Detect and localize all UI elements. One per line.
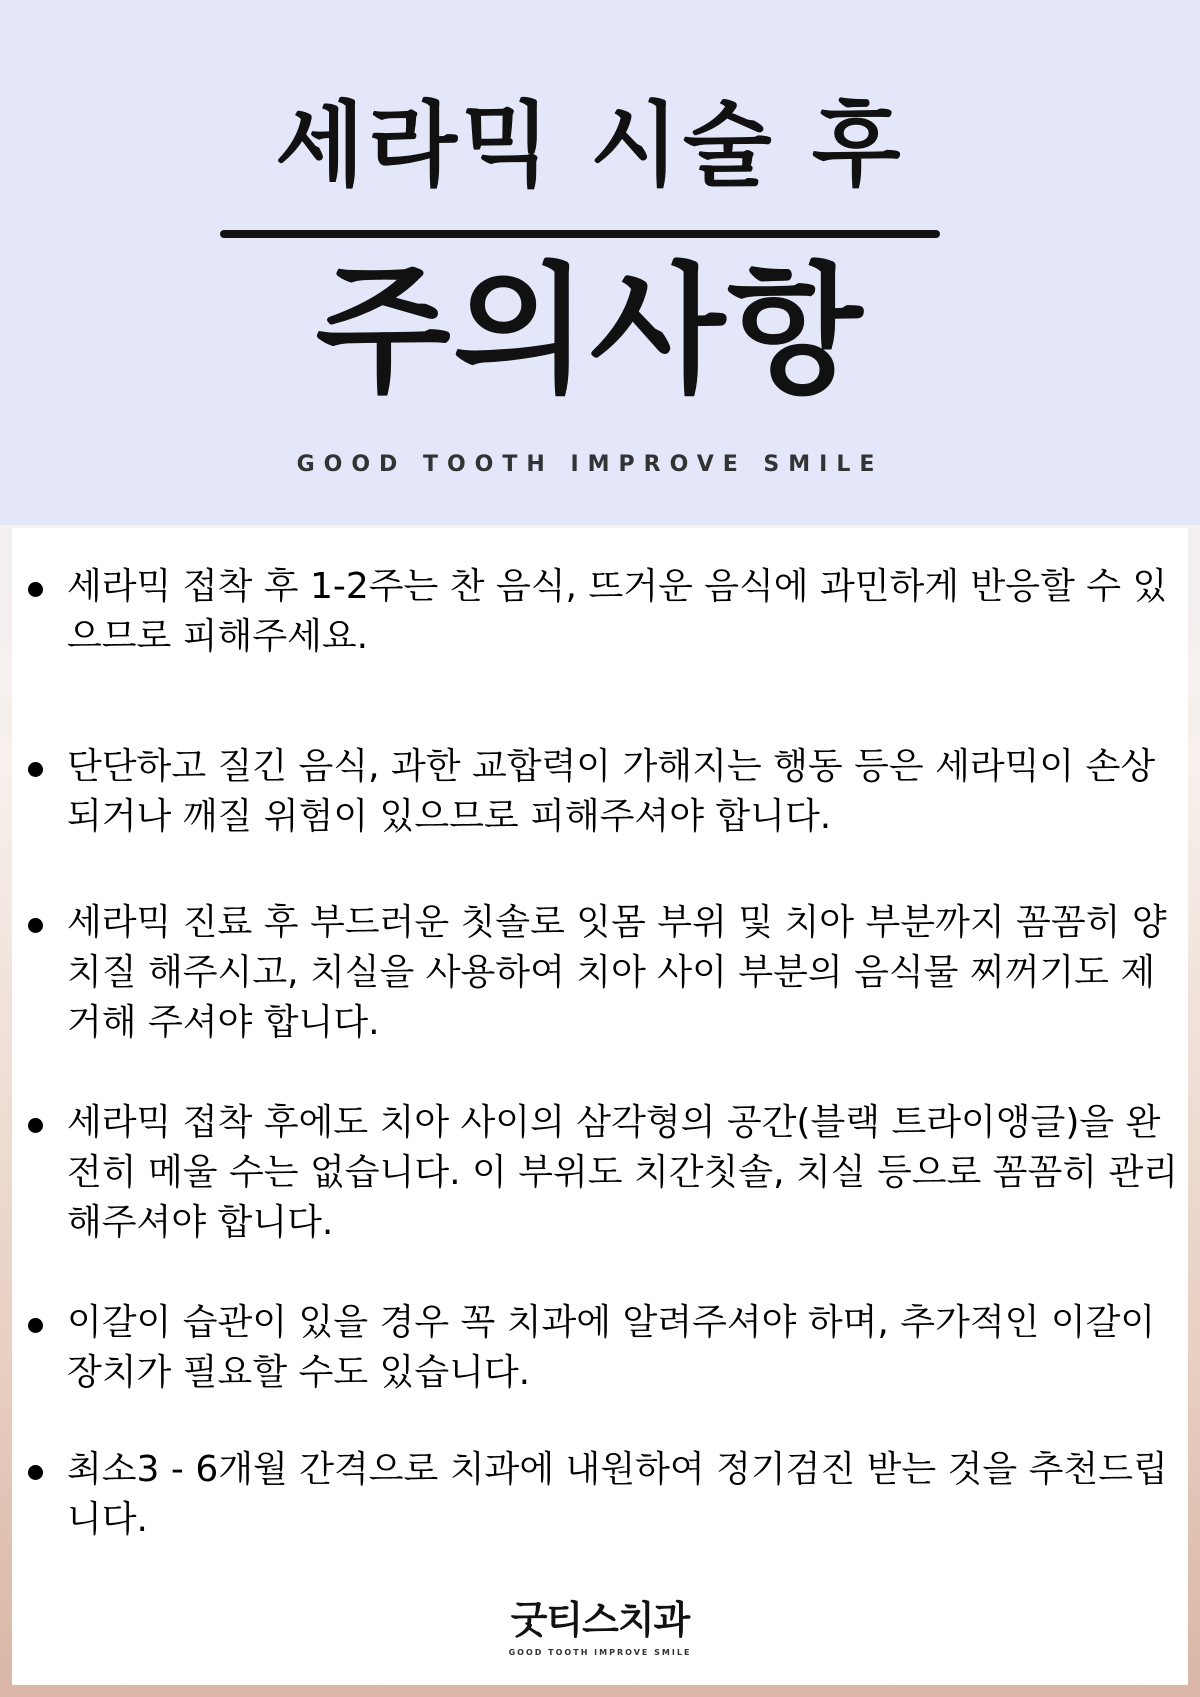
bullet-icon bbox=[28, 1465, 43, 1480]
list-item-text: 세라믹 접착 후 1-2주는 찬 음식, 뜨거운 음식에 과민하게 반응할 수 있으므로 피해주세요. bbox=[67, 566, 1168, 657]
header-banner bbox=[0, 0, 1200, 525]
content-panel bbox=[12, 528, 1188, 1685]
bullet-icon bbox=[28, 918, 43, 933]
title-divider bbox=[220, 230, 940, 238]
bullet-icon bbox=[28, 1318, 43, 1333]
list-item-text: 세라믹 접착 후에도 치아 사이의 삼각형의 공간(블랙 트라이앵글)을 완전히 메울 수는 없습니다. 이 부위도 치간칫솔, 치실 등으로 꼼꼼히 관리해주셔야 합니다. bbox=[67, 1102, 1179, 1243]
bullet-icon bbox=[28, 762, 43, 777]
bullet-icon bbox=[28, 1118, 43, 1133]
clinic-logo: 굿티스치과 bbox=[510, 1598, 690, 1642]
bullet-icon bbox=[28, 582, 43, 597]
list-item-text: 최소3 - 6개월 간격으로 치과에 내원하여 정기검진 받는 것을 추천드립니다. bbox=[67, 1449, 1168, 1540]
page-title: 주의사항 bbox=[315, 250, 865, 413]
title-top: 세라믹 시술 후 bbox=[275, 92, 905, 199]
footer-slogan: GOOD TOOTH IMPROVE SMILE bbox=[508, 1648, 692, 1657]
list-item-text: 이갈이 습관이 있을 경우 꼭 치과에 알려주셔야 하며, 추가적인 이갈이 장치가 필요할 수도 있습니다. bbox=[67, 1302, 1156, 1393]
list-item-text: 세라믹 진료 후 부드러운 칫솔로 잇몸 부위 및 치아 부분까지 꼼꼼히 양치질 해주시고, 치실을 사용하여 치아 사이 부분의 음식물 찌꺼기도 제거해 주셔야 합니다. bbox=[67, 902, 1167, 1043]
list-item-text: 단단하고 질긴 음식, 과한 교합력이 가해지는 행동 등은 세라믹이 손상되거나 깨질 위험이 있으므로 피해주셔야 합니다. bbox=[67, 746, 1156, 837]
header-slogan: GOOD TOOTH IMPROVE SMILE bbox=[296, 452, 884, 477]
